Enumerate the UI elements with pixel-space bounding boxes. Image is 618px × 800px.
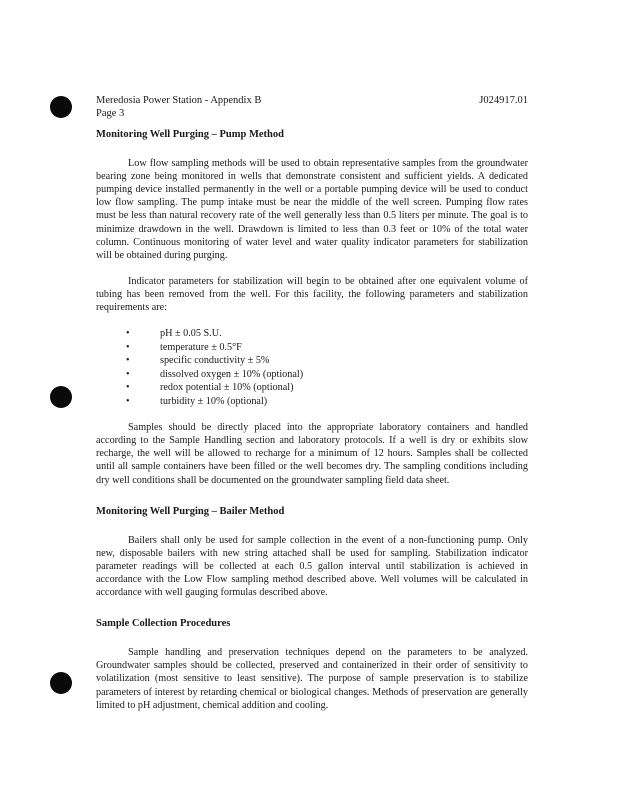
section-bailer-method bbox=[96, 505, 528, 600]
bullet-icon: • bbox=[126, 328, 130, 340]
list-item bbox=[96, 354, 528, 368]
punch-hole-middle bbox=[50, 386, 72, 408]
punch-hole-bottom bbox=[50, 672, 72, 694]
bullet-icon: • bbox=[126, 341, 130, 353]
bullet-icon: • bbox=[126, 355, 130, 367]
paragraph: Indicator parameters for stabilization will begin to be obtained after one equivalent volume of tubing has been removed from the well. For this facility, the following parameters and stabilization requirements are: bbox=[96, 275, 528, 314]
section-heading: Monitoring Well Purging – Pump Method bbox=[96, 129, 284, 140]
list-item bbox=[96, 395, 528, 409]
section-pump-method bbox=[96, 128, 528, 487]
document-number: J024917.01 bbox=[479, 95, 528, 106]
bullet-icon: • bbox=[126, 395, 130, 407]
list-item-text: specific conductivity ± 5% bbox=[160, 355, 270, 367]
document-body bbox=[96, 128, 528, 725]
list-item-text: pH ± 0.05 S.U. bbox=[160, 328, 222, 340]
section-heading: Sample Collection Procedures bbox=[96, 618, 231, 630]
list-item-text: redox potential ± 10% (optional) bbox=[160, 382, 294, 394]
list-item-text: turbidity ± 10% (optional) bbox=[160, 395, 268, 407]
paragraph: Samples should be directly placed into the appropriate laboratory containers and handled according to the Sample Handling section and laboratory protocols. If a well is dry or exhibits slow recharge, the well will be allowed to recharge for a minimum of 12 hours. Samples shall be collected until all sample containers have been filled or the well becomes dry. The sampling conditions including dry well conditions shall be documented on the groundwater sampling field data sheet. bbox=[96, 422, 528, 486]
list-item bbox=[96, 368, 528, 382]
punch-hole-top bbox=[50, 96, 72, 118]
list-item bbox=[96, 381, 528, 395]
section-heading: Monitoring Well Purging – Bailer Method bbox=[96, 505, 285, 517]
page-number: Page 3 bbox=[96, 108, 125, 119]
paragraph: Low flow sampling methods will be used to obtain representative samples from the groundwater bearing zone being monitored in wells that demonstrate consistent and sufficient yields. A dedicated pumping device installed permanently in the well or a portable pumping device will be used to conduct low flow sampling. The pump intake must be near the middle of the well screen. Pumping flow rates must be less than natural recovery rate of the well generally less than 0.5 liters per minute. The goal is to minimize drawdown in the well. Drawdown is limited to less than 0.3 feet or 10% of the total water column. Continuous monitoring of water level and water quality indicator parameters for stabilization will be obtained during purging. bbox=[96, 158, 528, 261]
list-item-text: temperature ± 0.5°F bbox=[160, 341, 242, 353]
list-item bbox=[96, 327, 528, 341]
bullet-icon: • bbox=[126, 382, 130, 394]
page-header bbox=[96, 94, 528, 120]
document-title: Meredosia Power Station - Appendix B bbox=[96, 95, 262, 106]
list-item-text: dissolved oxygen ± 10% (optional) bbox=[160, 368, 304, 380]
section-sample-collection bbox=[96, 617, 528, 712]
paragraph: Sample handling and preservation techniques depend on the parameters to be analyzed. Groundwater samples should be collected, preserved and containerized in their order of sensitivity to volatilization (most sensitive to least sensitive). The purpose of sample preservation is to stabilize parameters of interest by retarding chemical or biological changes. Methods of preservation are generally limited to pH adjustment, chemical addition and cooling. bbox=[96, 647, 528, 711]
parameter-list bbox=[96, 327, 528, 408]
bullet-icon: • bbox=[126, 368, 130, 380]
list-item bbox=[96, 341, 528, 355]
paragraph: Bailers shall only be used for sample collection in the event of a non-functioning pump. Only new, disposable bailers with new string attached shall be used for sampling. Stabilization indicator parameter readings will be collected at each 0.5 gallon interval until stabilization is achieved in accordance with the Low Flow sampling method described above. Well volumes will be calculated in accordance with well gauging formulas described above. bbox=[96, 534, 528, 599]
